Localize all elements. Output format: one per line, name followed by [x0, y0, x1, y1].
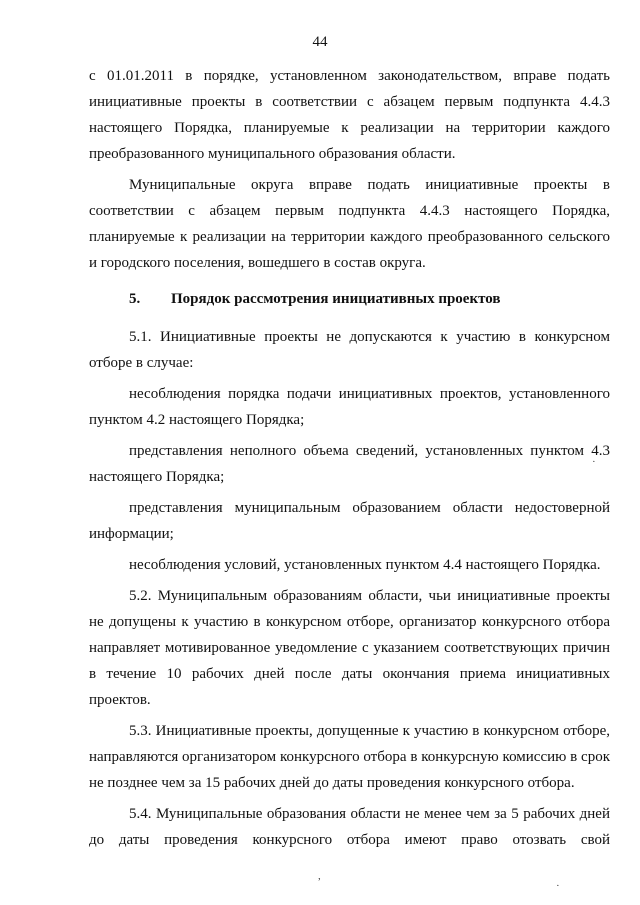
scan-speck: · [592, 456, 596, 468]
list-item-false-information: представления муниципальным образованием области недостоверной информации; [89, 500, 610, 542]
paragraph-municipal-districts: Муниципальные округа вправе подать инициативные проекты в соответствии с абзацем первым подпункта 4.4.3 настоящего Порядка, планируемые к реализации на территории каждого преобразованного сельского и городского поселения, вошедшего в состав округа. [89, 177, 610, 271]
paragraph-5-3: 5.3. Инициативные проекты, допущенные к участию в конкурсном отборе, направляются организатором конкурсного отбора в конкурсную комиссию в срок не позднее чем за 15 рабочих дней до даты проведения конкурсного отбора. [89, 723, 610, 791]
list-item-incomplete-data: представления неполного объема сведений, установленных пунктом 4.3 настоящего Порядка; [89, 443, 610, 485]
section-heading [129, 286, 610, 312]
list-item-procedure-violation: несоблюдения порядка подачи инициативных проектов, установленного пунктом 4.2 настоящего Порядка; [89, 386, 610, 428]
list-item-conditions-violation: несоблюдения условий, установленных пунктом 4.4 настоящего Порядка. [129, 557, 601, 573]
paragraph-transformed-municipalities: с 01.01.2011 в порядке, установленном законодательством, вправе подать инициативные проекты в соответствии с абзацем первым подпункта 4.4.3 настоящего Порядка, планируемые к реализации на территории каждого преобразованного муниципального образования области. [89, 68, 610, 162]
section-title: Порядок рассмотрения инициативных проектов [171, 291, 501, 307]
scan-speck: · [556, 880, 560, 892]
scan-speck: , [318, 870, 321, 882]
paragraph-5-4: 5.4. Муниципальные образования области не менее чем за 5 рабочих дней до даты проведения конкурсного отбора имеют право отозвать свой [89, 806, 610, 848]
page-number: 44 [312, 34, 328, 50]
section-number: 5. [129, 291, 141, 307]
document-body [89, 63, 610, 858]
paragraph-5-1: 5.1. Инициативные проекты не допускаются к участию в конкурсном отборе в случае: [89, 329, 610, 371]
paragraph-5-2: 5.2. Муниципальным образованиям области, чьи инициативные проекты не допущены к участию в конкурсном отборе, организатор конкурсного отбора направляет мотивированное уведомление с указанием соответствующих причин в течение 10 рабочих дней после даты окончания приема инициативных проектов. [89, 588, 610, 708]
